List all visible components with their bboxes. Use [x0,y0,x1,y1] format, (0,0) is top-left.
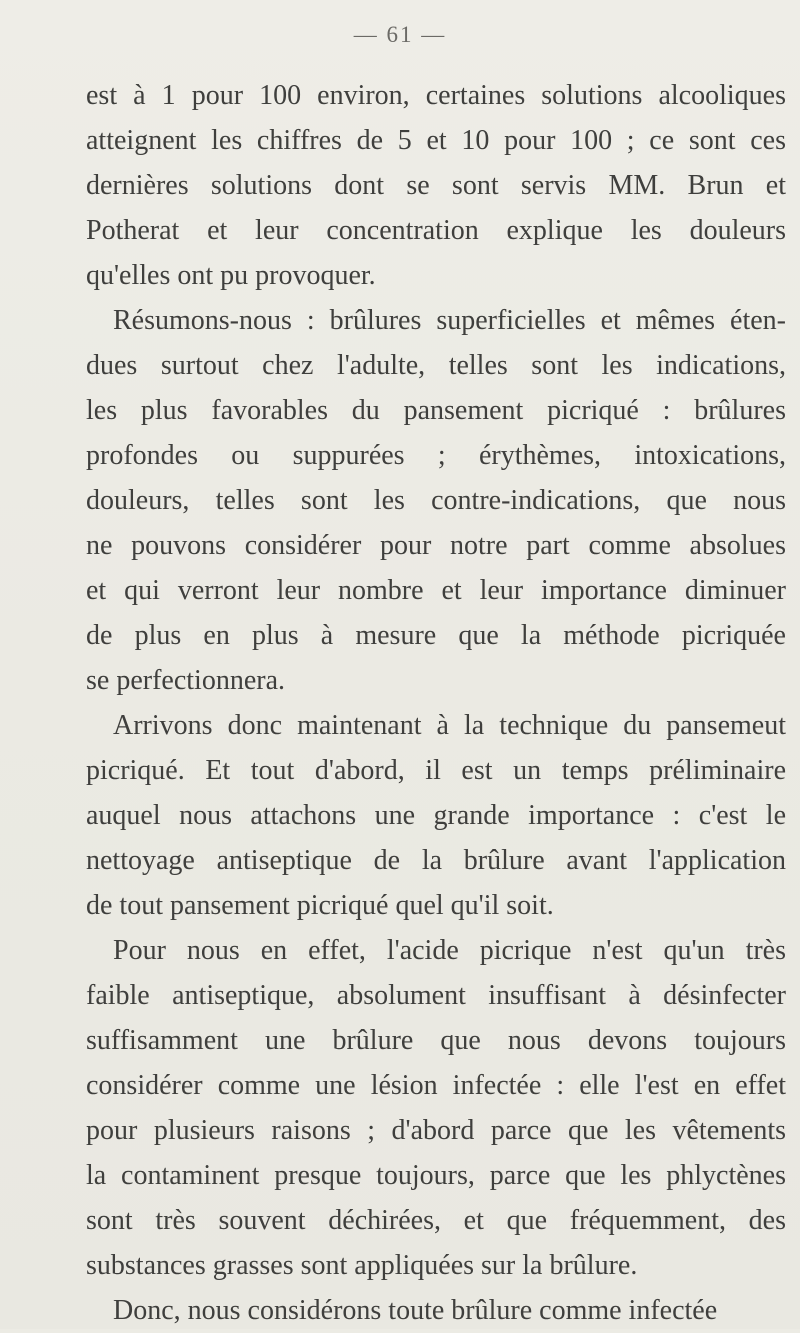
text-line: suffisamment une brûlure que nous devons toujours [86,1025,786,1056]
text-line: de plus en plus à mesure que la méthode picriquée [86,620,786,651]
text-line: substances grasses sont appliquées sur la brûlure. [86,1250,638,1281]
text-line: Donc, nous considérons toute brûlure comme infectée [113,1295,718,1326]
text-line: pour plusieurs raisons ; d'abord parce que les vêtements [86,1115,786,1146]
text-line: picriqué. Et tout d'abord, il est un temps préliminaire [86,755,786,786]
page-number: — 61 — [353,22,447,47]
text-line: sont très souvent déchirées, et que fréquemment, des [86,1205,786,1236]
text-line: nettoyage antiseptique de la brûlure avant l'application [86,845,786,876]
text-line: auquel nous attachons une grande importance : c'est le [86,800,786,831]
text-line: Résumons-nous : brûlures superficielles et mêmes éten- [113,305,786,336]
text-line: qu'elles ont pu provoquer. [86,260,376,291]
text-line: profondes ou suppurées ; érythèmes, intoxications, [86,440,786,471]
text-line: Potherat et leur concentration explique les douleurs [86,215,786,246]
text-line: considérer comme une lésion infectée : elle l'est en effet [86,1070,786,1101]
text-line: se perfectionnera. [86,665,285,696]
text-line: dernières solutions dont se sont servis MM. Brun et [86,170,786,201]
text-line: faible antiseptique, absolument insuffisant à désinfecter [86,980,786,1011]
text-line: atteignent les chiffres de 5 et 10 pour 100 ; ce sont ces [86,125,786,156]
text-line: la contaminent presque toujours, parce que les phlyctènes [86,1160,786,1191]
text-line: de tout pansement picriqué quel qu'il soit. [86,890,554,921]
body-text [86,73,786,1333]
text-line: les plus favorables du pansement picriqué : brûlures [86,395,786,426]
text-line: est à 1 pour 100 environ, certaines solutions alcooliques [86,80,786,111]
text-line: et qui verront leur nombre et leur importance diminuer [86,575,786,606]
text-line: dues surtout chez l'adulte, telles sont les indications, [86,350,786,381]
text-line: Arrivons donc maintenant à la technique du pansemeut [113,710,786,741]
text-line: Pour nous en effet, l'acide picrique n'est qu'un très [113,935,786,966]
text-line: ne pouvons considérer pour notre part comme absolues [86,530,786,561]
text-line: douleurs, telles sont les contre-indications, que nous [86,485,786,516]
